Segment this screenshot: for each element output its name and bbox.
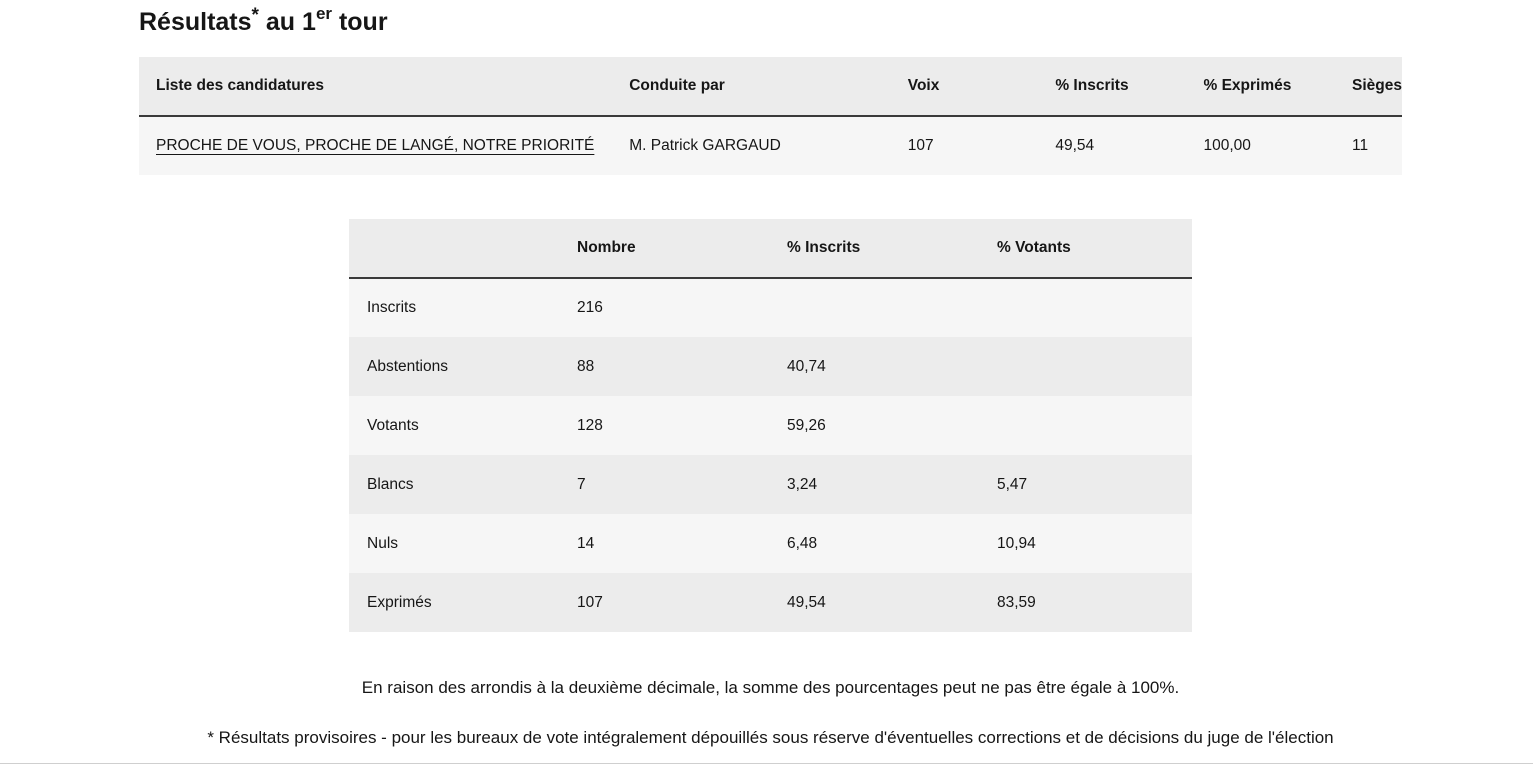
col-header-voix: Voix: [891, 57, 1039, 116]
row-label: Exprimés: [367, 593, 432, 611]
row-nombre: 216: [577, 299, 603, 316]
candidates-header-row: [139, 57, 1402, 116]
row-pct-votants: [979, 278, 1192, 337]
candidate-leader: M. Patrick GARGAUD: [629, 137, 781, 154]
row-label: Nuls: [367, 534, 399, 552]
row-nombre: 14: [577, 534, 595, 552]
provisional-note: * Résultats provisoires - pour les bureaux de vote intégralement dépouillés sous réserve d'éventuelles corrections et de décisions du juge de l'élection: [207, 728, 1334, 747]
candidate-sieges: 11: [1352, 137, 1369, 154]
row-pct-votants: [979, 337, 1192, 396]
candidate-pct-exprimes: 100,00: [1203, 137, 1251, 154]
col-header-conduite: Conduite par: [612, 57, 891, 116]
row-pct-inscrits: [769, 278, 979, 337]
row-label: Abstentions: [367, 357, 448, 375]
row-label: Inscrits: [367, 299, 417, 316]
title-ordinal: er: [315, 3, 333, 23]
candidate-voix: 107: [907, 137, 934, 154]
row-nombre: 128: [577, 416, 603, 434]
participation-row-nuls: [349, 514, 1192, 573]
title-asterisk: *: [251, 4, 259, 26]
participation-row-abstentions: [349, 337, 1192, 396]
row-pct-inscrits: 6,48: [787, 534, 818, 552]
candidate-list-cell: [139, 116, 612, 175]
col-header-nombre: Nombre: [559, 219, 769, 278]
col-header-liste: Liste des candidatures: [139, 57, 612, 116]
divider: [0, 763, 1533, 764]
row-pct-votants: 10,94: [997, 534, 1036, 552]
candidate-list-link[interactable]: PROCHE DE VOUS, PROCHE DE LANGÉ, NOTRE PRIORITÉ: [156, 137, 595, 154]
row-pct-inscrits: 40,74: [787, 357, 826, 375]
participation-row-blancs: [349, 455, 1192, 514]
row-pct-inscrits: 49,54: [787, 593, 826, 611]
row-pct-inscrits: 59,26: [787, 416, 826, 434]
participation-row-votants: [349, 396, 1192, 455]
participation-row-inscrits: [349, 278, 1192, 337]
rounding-note: En raison des arrondis à la deuxième décimale, la somme des pourcentages peut ne pas être égale à 100%.: [361, 678, 1180, 697]
row-pct-votants: 5,47: [997, 475, 1028, 493]
candidate-pct-inscrits: 49,54: [1055, 137, 1095, 154]
col-header-sieges: Sièges: [1335, 57, 1402, 116]
col-header-empty: [349, 219, 559, 278]
title-middle: au 1: [258, 8, 316, 36]
title-main: Résultats: [139, 8, 252, 36]
row-nombre: 107: [577, 593, 603, 611]
row-label: Votants: [367, 416, 419, 434]
row-nombre: 7: [577, 475, 586, 493]
candidates-table: [139, 57, 1402, 175]
page-title: [139, 4, 388, 40]
participation-header-row: [349, 219, 1192, 278]
row-pct-votants: 83,59: [997, 593, 1036, 611]
col-header-pct-inscrits: % Inscrits: [1038, 57, 1186, 116]
col-header-pct-inscrits: % Inscrits: [769, 219, 979, 278]
row-label: Blancs: [367, 475, 414, 493]
row-pct-votants: [979, 396, 1192, 455]
col-header-pct-votants: % Votants: [979, 219, 1192, 278]
title-end: tour: [332, 8, 388, 36]
participation-row-exprimes: [349, 573, 1192, 632]
row-pct-inscrits: 3,24: [787, 475, 818, 493]
row-nombre: 88: [577, 357, 595, 375]
col-header-pct-exprimes: % Exprimés: [1186, 57, 1335, 116]
participation-table: [349, 219, 1192, 632]
candidate-row: [139, 116, 1402, 175]
